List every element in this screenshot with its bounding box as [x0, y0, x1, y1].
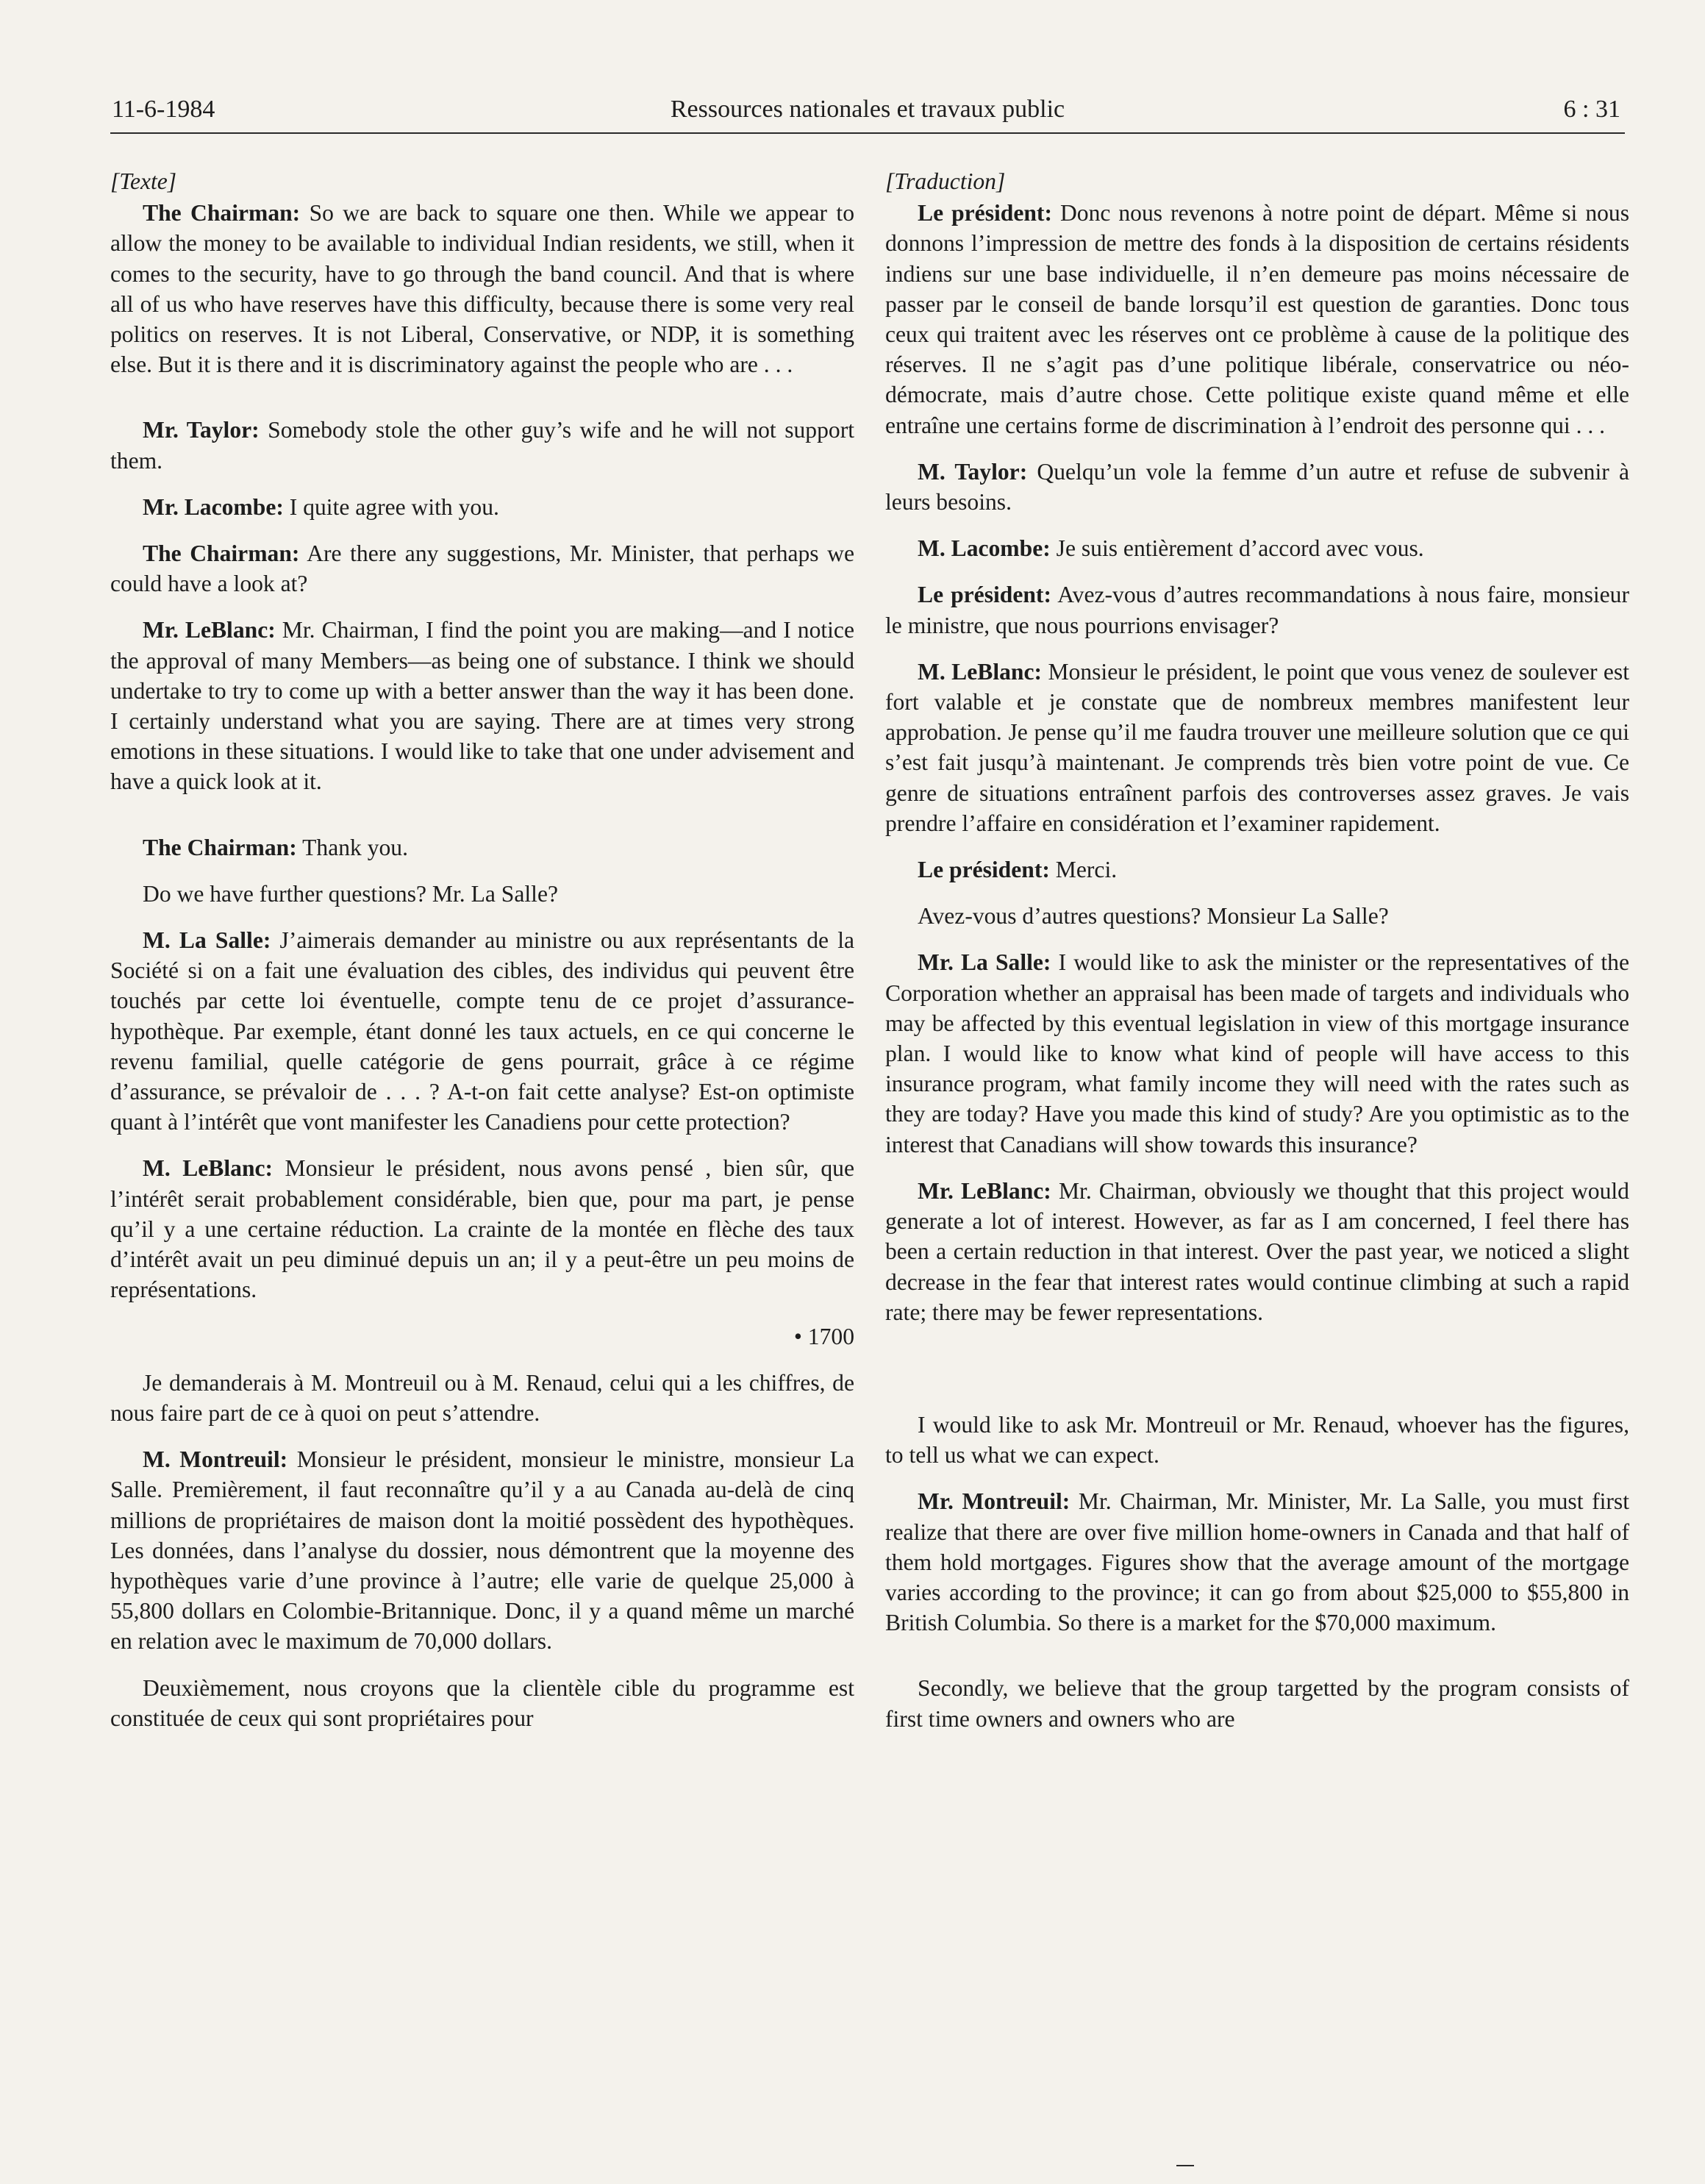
speaker-name: Le président: — [918, 582, 1051, 608]
speaker-name: Mr. Montreuil: — [918, 1488, 1070, 1515]
speech-text: So we are back to square one then. While we appear to allow the money to be available to individual Indian residents, we still, when it comes to the security, have to go through the band council. And that is where all of us who have reserves have this difficulty, because there is some very real politics on reserves. It is not Liberal, Conservative, or NDP, it is something else. But it is there and it is discriminatory against the people who are . . . — [110, 200, 854, 378]
speaker-name: The Chairman: — [143, 540, 300, 567]
paragraph — [110, 1153, 854, 1305]
speaker-name: Mr. LeBlanc: — [143, 617, 276, 643]
paragraph: Avez-vous d’autres questions? Monsieur La Salle? — [918, 903, 1389, 929]
speech-text: Thank you. — [296, 834, 408, 860]
speaker-name: Le président: — [918, 200, 1052, 226]
speech-text: Mr. Chairman, Mr. Minister, Mr. La Salle, you must first realize that there are over five million home-owners in Canada and that half of them hold mortgages. Figures show that the average amount of the mortgage varies according to the province; it can go from about $25,000 to $55,800 in British Columbia. So there is a market for the $70,000 maximum. — [885, 1488, 1629, 1636]
speech-text: Monsieur le président, le point que vous venez de soulever est fort valable et je constate que de nombreux membres manifestent leur approbation. Je pense qu’il me faudra trouver une meilleure solution que ce qui s’est fait jusqu’à maintenant. Je comprends très bien votre point de vue. Ce genre de situations entraînent parfois des controverses assez graves. Je vais prendre l’affaire en considération et l’examiner rapidement. — [885, 658, 1629, 836]
speaker-name: Mr. LeBlanc: — [918, 1177, 1051, 1204]
speaker-name: M. La Salle: — [143, 927, 271, 954]
speaker-name: M. LeBlanc: — [143, 1155, 274, 1182]
paragraph: Je demanderais à M. Montreuil ou à M. Renaud, celui qui a les chiffres, de nous faire part de ce à quoi on peut s’attendre. — [110, 1369, 854, 1426]
speech-text: Merci. — [1049, 857, 1118, 883]
column-tag: [Texte] — [110, 168, 177, 194]
speaker-name: Mr. Taylor: — [143, 417, 260, 443]
paragraph — [110, 1444, 854, 1656]
paragraph: I would like to ask Mr. Montreuil or Mr. Renaud, whoever has the figures, to tell us what we can expect. — [885, 1411, 1629, 1469]
speaker-name: M. Montreuil: — [143, 1446, 288, 1473]
header-date: 11-6-1984 — [112, 96, 215, 123]
speech-text: Monsieur le président, nous avons pensé , bien sûr, que l’intérêt serait probablement considérable, bien que, pour ma part, je pense qu’il y a une certaine réduction. La crainte de la montée en flèche des taux d’intérêt avait un peu diminué depuis un an; il y a peut-être un peu moins de représentations. — [110, 1155, 854, 1303]
paragraph — [110, 925, 854, 1137]
paragraph — [110, 415, 854, 475]
speech-text: Mr. Chairman, I find the point you are making—and I notice the approval of many Members—as being one of substance. I think we should undertake to try to come up with a better answer than the way it has been done. I certainly understand what you are saying. There are at times very strong emotions in these situations. I would like to take that one under advisement and have a quick look at it. — [110, 617, 854, 795]
speaker-name: The Chairman: — [143, 834, 297, 860]
paragraph — [885, 198, 1629, 440]
paragraph: Deuxièmement, nous croyons que la clientèle cible du programme est constituée de ceux qui sont propriétaires pour — [110, 1674, 854, 1731]
speech-text: I quite agree with you. — [283, 493, 499, 520]
paragraph — [885, 854, 1629, 885]
left-column-english — [110, 166, 854, 1749]
speaker-name: M. LeBlanc: — [918, 658, 1043, 685]
speech-text: Monsieur le président, monsieur le ministre, monsieur La Salle. Premièrement, il faut reconnaître qu’il y a au Canada au-delà de cinq millions de propriétaires de maison dont la moitié possèdent des hypothèques. Les données, dans l’analyse du dossier, nous démontrent que la moyenne des hypothèques varie d’une province à l’autre; elle varie de quelque 25,000 à 55,800 dollars en Colombie-Britannique. Donc, il y a quand même un marché en relation avec le maximum de 70,000 dollars. — [110, 1446, 854, 1655]
page-header — [110, 94, 1625, 134]
paragraph: Secondly, we believe that the group targetted by the program consists of first time owners and owners who are — [885, 1675, 1629, 1732]
speech-text: Somebody stole the other guy’s wife and he will not support them. — [110, 417, 854, 474]
paragraph — [885, 533, 1629, 563]
speaker-name: Le président: — [918, 857, 1050, 883]
paragraph — [885, 657, 1629, 838]
speaker-name: M. Taylor: — [918, 458, 1028, 485]
speaker-name: The Chairman: — [143, 200, 301, 226]
paragraph — [110, 615, 854, 796]
paragraph — [110, 832, 854, 863]
speaker-name: M. Lacombe: — [918, 535, 1051, 562]
paragraph: Do we have further questions? Mr. La Salle? — [143, 880, 559, 907]
speaker-name: Mr. La Salle: — [918, 949, 1051, 976]
paragraph — [885, 1486, 1629, 1638]
header-title: Ressources nationales et travaux public — [670, 96, 1065, 123]
paragraph — [885, 579, 1629, 640]
speech-text: Avez-vous d’autres recommandations à nous faire, monsieur le ministre, que nous pourrions envisager? — [885, 582, 1629, 638]
right-column-translation — [885, 166, 1629, 1750]
header-page-number: 6 : 31 — [1563, 96, 1620, 123]
time-marker: • 1700 — [793, 1323, 854, 1349]
speaker-name: Mr. Lacombe: — [143, 493, 284, 520]
speech-text: Are there any suggestions, Mr. Minister, that perhaps we could have a look at? — [110, 540, 854, 597]
speech-text: J’aimerais demander au ministre ou aux représentants de la Société si on a fait une évaluation des cibles, des individus qui peuvent être touchés par cette loi éventuelle, compte tenu de ce projet d’assurance-hypothèque. Par exemple, étant donné les taux actuels, en ce qui concerne le revenu familial, quelle catégorie de gens pourrait, grâce à ce régime d’assurance, se prévaloir de . . . ? A-t-on fait cette analyse? Est-on optimiste quant à l’intérêt que vont manifester les Canadiens pour cette protection? — [110, 927, 854, 1135]
speech-text: Je suis entièrement d’accord avec vous. — [1050, 535, 1424, 562]
speech-text: Donc nous revenons à notre point de départ. Même si nous donnons l’impression de mettre des fonds à la disposition de certains résidents indiens sur une base individuelle, il n’en demeure pas moins nécessaire de passer par le conseil de bande lorsqu’il est question de garanties. Donc tous ceux qui traitent avec les réserves ont ce problème à cause de la politique des réserves. Il ne s’agit pas d’une politique libérale, conservatrice ou néo-démocrate, mais d’autre chose. Cette politique existe quand même et elle entraîne une certains forme de discrimination à l’endroit des personne qui . . . — [885, 200, 1630, 438]
paragraph — [885, 1176, 1629, 1327]
column-tag: [Traduction] — [885, 168, 1006, 194]
paragraph — [110, 538, 854, 599]
paragraph — [885, 457, 1629, 517]
speech-text: Quelqu’un vole la femme d’un autre et refuse de subvenir à leurs besoins. — [885, 458, 1629, 515]
speech-text: I would like to ask the minister or the representatives of the Corporation whether an appraisal has been made of targets and individuals who may be affected by this eventual legislation in view of this mortgage insurance plan. I would like to know what kind of people will have access to this insurance program, what family income they will need with the rates such as they are today? Have you made this kind of study? Are you optimistic as to the interest that Canadians will show towards this insurance? — [885, 949, 1629, 1157]
paragraph — [885, 947, 1629, 1159]
paragraph — [110, 492, 854, 522]
page-bottom-mark — [1176, 2165, 1194, 2166]
paragraph — [110, 198, 854, 379]
speech-text: Mr. Chairman, obviously we thought that this project would generate a lot of interest. However, as far as I am concerned, I feel there has been a certain reduction in that interest. Over the past year, we noticed a slight decrease in the fear that interest rates would continue climbing at such a rapid rate; there may be fewer representations. — [885, 1177, 1629, 1325]
